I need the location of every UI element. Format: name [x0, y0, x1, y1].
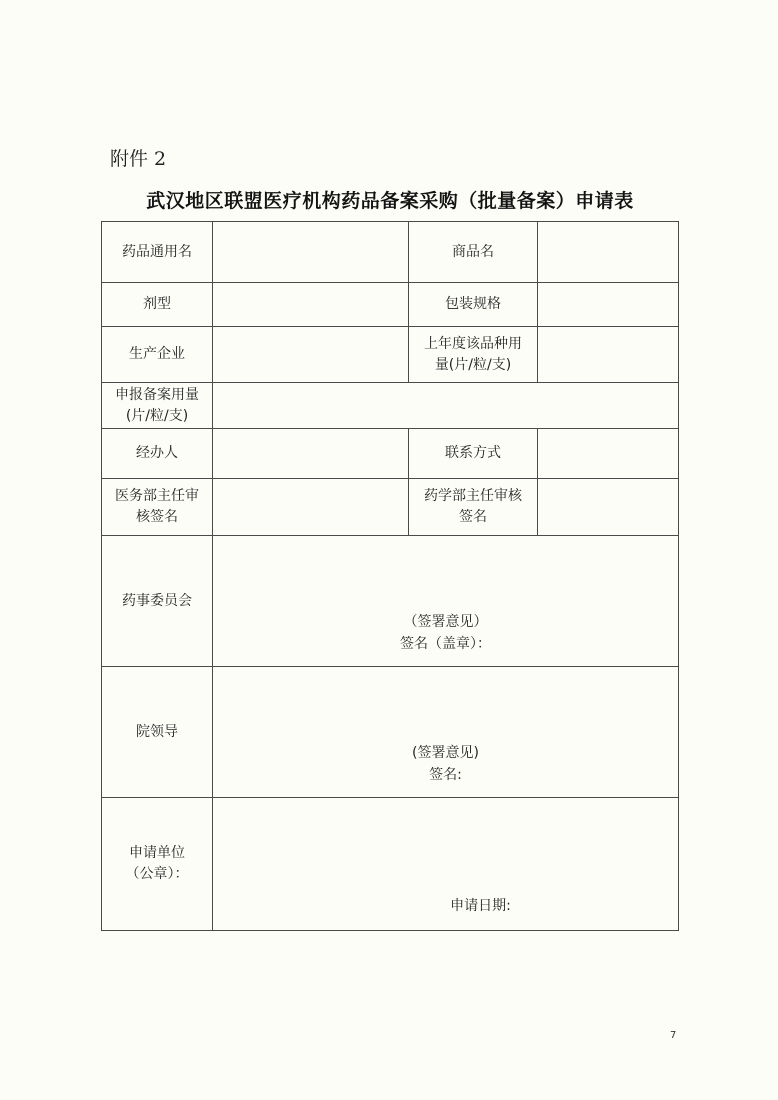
last-year-usage-field[interactable] [538, 327, 679, 383]
dosage-form-label: 剂型 [102, 283, 213, 327]
medical-director-label [102, 479, 213, 536]
row-applicant-unit [102, 798, 679, 931]
medical-director-label-line2: 核签名 [136, 509, 178, 525]
handler-label: 经办人 [102, 429, 213, 479]
medical-director-signature-field[interactable] [213, 479, 409, 536]
pharmacy-committee-opinion-field[interactable] [213, 536, 679, 667]
applicant-unit-label-line2: （公章）： [125, 866, 189, 882]
pharmacy-director-label-line2: 签名 [459, 509, 487, 525]
manufacturer-label: 生产企业 [102, 327, 213, 383]
row-handler-contact [102, 429, 679, 479]
package-spec-label: 包装规格 [409, 283, 538, 327]
pharmacy-director-signature-field[interactable] [538, 479, 679, 536]
pharmacy-committee-signature-label: 签名（盖章）： [400, 636, 491, 652]
medical-director-label-line1: 医务部主任审 [115, 488, 199, 504]
form-title: 武汉地区联盟医疗机构药品备案采购（批量备案）申请表 [146, 190, 634, 212]
contact-field[interactable] [538, 429, 679, 479]
application-date-label: 申请日期: [450, 898, 511, 914]
hospital-leader-signature-label: 签名: [429, 767, 462, 783]
page-number: 7 [670, 1030, 677, 1041]
manufacturer-field[interactable] [213, 327, 409, 383]
declared-usage-label-line1: 申报备案用量 [115, 386, 199, 403]
application-form-table [101, 221, 679, 931]
applicant-unit-label-line1: 申请单位 [129, 845, 185, 861]
declared-usage-field[interactable] [213, 383, 679, 429]
trade-name-label: 商品名 [409, 222, 538, 283]
contact-label: 联系方式 [409, 429, 538, 479]
handler-field[interactable] [213, 429, 409, 479]
last-year-usage-label-line1: 上年度该品种用 [424, 335, 522, 352]
row-hospital-leader [102, 667, 679, 798]
trade-name-field[interactable] [538, 222, 679, 283]
dosage-form-field[interactable] [213, 283, 409, 327]
pharmacy-committee-opinion-hint: （签署意见） [403, 614, 488, 630]
attachment-label: 附件 2 [110, 148, 167, 170]
pharmacy-director-label-line1: 药学部主任审核 [424, 488, 522, 504]
last-year-usage-label [409, 327, 538, 383]
generic-name-field[interactable] [213, 222, 409, 283]
hospital-leader-label: 院领导 [102, 667, 213, 798]
pharmacy-director-label [409, 479, 538, 536]
package-spec-field[interactable] [538, 283, 679, 327]
row-generic-trade-name [102, 222, 679, 283]
row-declared-usage [102, 383, 679, 429]
row-manufacturer-usage [102, 327, 679, 383]
hospital-leader-opinion-hint: (签署意见) [412, 745, 479, 761]
row-pharmacy-committee [102, 536, 679, 667]
last-year-usage-label-line2: 量(片/粒/支) [434, 356, 512, 373]
pharmacy-committee-label: 药事委员会 [102, 536, 213, 667]
row-director-signatures [102, 479, 679, 536]
generic-name-label: 药品通用名 [102, 222, 213, 283]
declared-usage-label-line2: (片/粒/支) [125, 407, 189, 424]
hospital-leader-opinion-field[interactable] [213, 667, 679, 798]
row-dosage-package [102, 283, 679, 327]
applicant-unit-label [102, 798, 213, 931]
applicant-unit-seal-field[interactable] [213, 798, 679, 931]
declared-usage-label [102, 383, 213, 429]
